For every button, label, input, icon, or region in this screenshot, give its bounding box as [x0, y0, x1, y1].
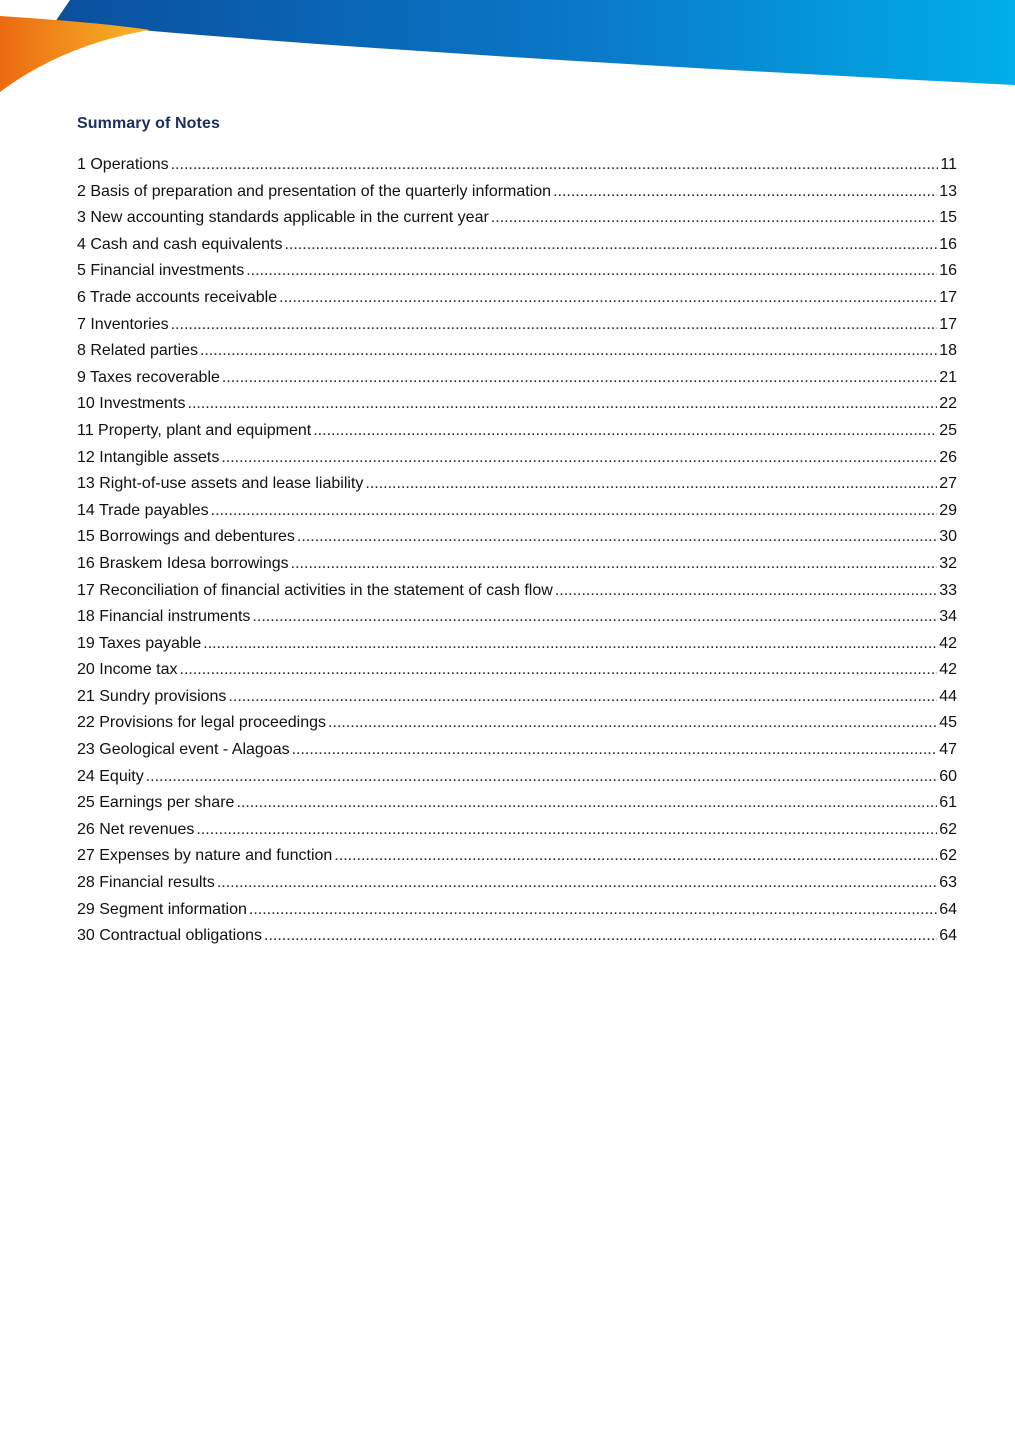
blue-swoosh: [55, 0, 1015, 85]
toc-title: Summary of Notes: [77, 115, 220, 132]
toc-entry[interactable]: [77, 524, 957, 551]
toc-dot-leader: [211, 498, 938, 525]
toc-entry[interactable]: [77, 710, 957, 737]
toc-entry-label: 27 Expenses by nature and function: [77, 847, 333, 865]
toc-entry-page-number: 15: [939, 209, 957, 227]
toc-dot-leader: [228, 684, 937, 711]
toc-dot-leader: [221, 445, 937, 472]
toc-dot-leader: [146, 764, 937, 791]
toc-dot-leader: [171, 312, 938, 339]
toc-entry-label: 29 Segment information: [77, 900, 247, 918]
toc-dot-leader: [284, 232, 937, 259]
toc-entry-label: 19 Taxes payable: [77, 634, 202, 652]
toc-entry[interactable]: [77, 471, 957, 498]
toc-dot-leader: [249, 897, 937, 924]
toc-dot-leader: [236, 790, 937, 817]
toc-dot-leader: [313, 418, 937, 445]
toc-entry[interactable]: [77, 923, 957, 950]
toc-entry-label: 1 Operations: [77, 156, 169, 173]
orange-swoosh: [0, 16, 150, 92]
toc-entry-page-number: 18: [939, 342, 957, 360]
toc-entry-page-number: 62: [939, 820, 957, 838]
toc-entry-page-number: 27: [939, 475, 957, 493]
toc-dot-leader: [553, 179, 937, 206]
toc-dot-leader: [297, 524, 937, 551]
toc-dot-leader: [217, 870, 937, 897]
toc-entry-page-number: 11: [940, 156, 957, 173]
toc-entry-page-number: 25: [939, 421, 957, 439]
toc-entry-label: 13 Right-of-use assets and lease liability: [77, 475, 364, 493]
toc-dot-leader: [279, 285, 937, 312]
toc-entry-label: 8 Related parties: [77, 342, 198, 360]
toc-entry[interactable]: [77, 312, 957, 339]
toc-entry-page-number: 29: [939, 501, 957, 519]
toc-dot-leader: [171, 152, 939, 179]
toc-entry-label: 9 Taxes recoverable: [77, 368, 220, 386]
toc-entry[interactable]: [77, 445, 957, 472]
toc-entry[interactable]: [77, 391, 957, 418]
toc-entry[interactable]: [77, 338, 957, 365]
toc-entry-label: 18 Financial instruments: [77, 608, 251, 626]
toc-entry-page-number: 16: [939, 235, 957, 253]
toc-entry-label: 20 Income tax: [77, 661, 178, 679]
toc-entry-page-number: 64: [939, 900, 957, 918]
header-banner: [0, 0, 1015, 100]
toc-dot-leader: [188, 391, 938, 418]
toc-entry-label: 14 Trade payables: [77, 501, 209, 519]
toc-dot-leader: [328, 710, 937, 737]
toc-entry[interactable]: [77, 764, 957, 791]
toc-entry-page-number: 64: [939, 927, 957, 945]
toc-dot-leader: [252, 604, 937, 631]
toc-entry-page-number: 45: [939, 714, 957, 732]
toc-dot-leader: [491, 205, 937, 232]
toc-entry-label: 5 Financial investments: [77, 262, 245, 280]
toc-entry[interactable]: [77, 817, 957, 844]
toc-entry-page-number: 26: [939, 448, 957, 466]
toc-entry-label: 26 Net revenues: [77, 820, 195, 838]
toc-entry-page-number: 42: [939, 661, 957, 679]
toc-dot-leader: [292, 737, 938, 764]
toc-dot-leader: [200, 338, 937, 365]
toc-entry[interactable]: [77, 684, 957, 711]
toc-entry[interactable]: [77, 498, 957, 525]
toc-dot-leader: [264, 923, 937, 950]
toc-entry[interactable]: [77, 285, 957, 312]
toc-dot-leader: [246, 258, 937, 285]
toc-dot-leader: [291, 551, 938, 578]
toc-dot-leader: [196, 817, 937, 844]
toc-entry-page-number: 22: [939, 395, 957, 413]
toc-entry-page-number: 63: [939, 874, 957, 892]
toc-entry[interactable]: [77, 232, 957, 259]
toc-entry-label: 16 Braskem Idesa borrowings: [77, 554, 289, 572]
toc-entry-label: 2 Basis of preparation and presentation of the quarterly information: [77, 182, 552, 200]
toc-entry[interactable]: [77, 843, 957, 870]
toc-entry[interactable]: [77, 152, 957, 179]
toc-entry[interactable]: [77, 179, 957, 206]
toc-dot-leader: [555, 578, 937, 605]
toc-entry-label: 3 New accounting standards applicable in the current year: [77, 209, 489, 227]
toc-entry[interactable]: [77, 418, 957, 445]
toc-dot-leader: [222, 365, 937, 392]
toc-entry-label: 24 Equity: [77, 767, 144, 785]
toc-entry-page-number: 16: [939, 262, 957, 280]
toc-entry[interactable]: [77, 604, 957, 631]
toc-entry-page-number: 33: [939, 581, 957, 599]
toc-entry[interactable]: [77, 205, 957, 232]
toc-entry-label: 10 Investments: [77, 395, 186, 413]
toc-entry-label: 28 Financial results: [77, 874, 215, 892]
toc-entry[interactable]: [77, 657, 957, 684]
toc-dot-leader: [203, 631, 937, 658]
toc-entry[interactable]: [77, 870, 957, 897]
toc-entry-label: 4 Cash and cash equivalents: [77, 235, 283, 253]
toc-entry[interactable]: [77, 737, 957, 764]
toc-entry-page-number: 61: [939, 794, 957, 812]
toc-entry-label: 17 Reconciliation of financial activities in the statement of cash flow: [77, 581, 553, 599]
toc-entry[interactable]: [77, 631, 957, 658]
toc-entry-label: 23 Geological event - Alagoas: [77, 741, 290, 759]
toc-entry-label: 21 Sundry provisions: [77, 687, 227, 705]
toc-list: [77, 152, 957, 950]
toc-entry-page-number: 60: [939, 767, 957, 785]
toc-entry-page-number: 13: [939, 182, 957, 200]
toc-entry[interactable]: [77, 897, 957, 924]
toc-entry-page-number: 21: [939, 368, 957, 386]
toc-entry-label: 15 Borrowings and debentures: [77, 528, 295, 546]
toc-entry-page-number: 34: [939, 608, 957, 626]
toc-entry-page-number: 42: [939, 634, 957, 652]
toc-entry-label: 7 Inventories: [77, 315, 169, 333]
toc-entry-page-number: 17: [939, 288, 957, 306]
toc-dot-leader: [180, 657, 938, 684]
toc-entry-label: 22 Provisions for legal proceedings: [77, 714, 327, 732]
toc-dot-leader: [365, 471, 937, 498]
toc-entry-page-number: 17: [939, 315, 957, 333]
toc-entry-label: 11 Property, plant and equipment: [77, 421, 312, 439]
toc-entry[interactable]: [77, 578, 957, 605]
toc-entry-label: 30 Contractual obligations: [77, 927, 263, 945]
toc-entry[interactable]: [77, 551, 957, 578]
toc-entry-page-number: 32: [939, 554, 957, 572]
toc-entry-label: 6 Trade accounts receivable: [77, 288, 278, 306]
toc-dot-leader: [334, 843, 937, 870]
toc-entry[interactable]: [77, 258, 957, 285]
toc-entry-page-number: 30: [939, 528, 957, 546]
toc-entry-page-number: 44: [939, 687, 957, 705]
toc-entry-page-number: 62: [939, 847, 957, 865]
toc-entry[interactable]: [77, 365, 957, 392]
toc-entry-page-number: 47: [939, 741, 957, 759]
toc-entry[interactable]: [77, 790, 957, 817]
toc-entry-label: 25 Earnings per share: [77, 794, 235, 812]
toc-entry-label: 12 Intangible assets: [77, 448, 220, 466]
